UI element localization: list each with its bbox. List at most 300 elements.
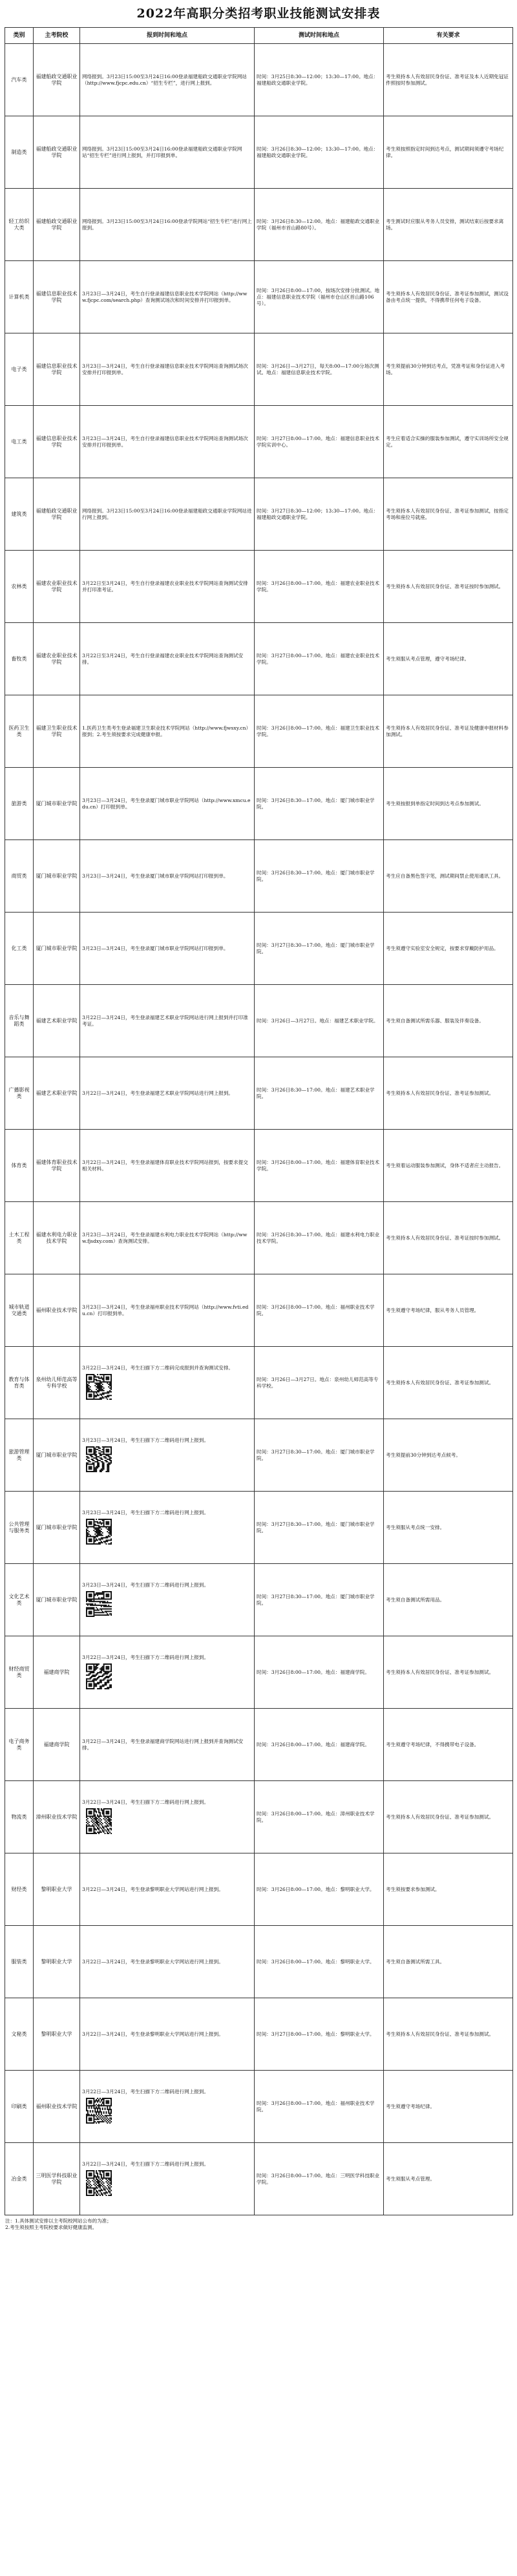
requirements-cell [384,1781,513,1853]
school-text: 厦门城市职业学院 [36,1452,78,1458]
report-text: 3月22日—3月24日，考生扫描下方二维码进行网上报到。 [82,1654,209,1660]
category-text: 城市轨道交通类 [8,1304,30,1316]
school-cell [34,840,80,913]
report-text: 3月22日—3月24日，考生扫描下方二维码进行网上报到。 [82,1799,209,1805]
test-text: 时间：3月26日—3月27日，每天8:00—17:00分场次测试。地点：福建信息职业技术学院。 [257,363,379,375]
school-cell [34,1274,80,1347]
school-cell [34,1564,80,1636]
test-cell [255,1057,384,1130]
requirements-cell [384,1709,513,1781]
table-row [5,985,513,1057]
table-row [5,1274,513,1347]
test-text: 时间：3月26日8:00—17:00。地点：福州职业技术学院。 [257,1304,375,1316]
report-text: 网络报到。3月23日15:00至3月24日16:00登录学院网站“招生专栏”进行网上报到。 [82,218,252,231]
table-row [5,1926,513,1998]
report-cell [80,333,255,406]
test-text: 时间：3月27日8:30—17:00。地点：厦门城市职业学院。 [257,1448,375,1461]
requirements-cell [384,406,513,478]
school-text: 三明医学科技职业学院 [36,2172,78,2185]
category-cell [5,1709,34,1781]
report-text: 3月22日—3月24日，考生登录福建商学院网站进行网上报到并查询测试安排。 [82,1738,244,1751]
category-cell [5,1636,34,1709]
category-cell [5,1202,34,1274]
test-text: 时间：3月27日8:30—12:00；13:30—17:00。地点：福建船政交通职业学院。 [257,507,379,520]
category-cell [5,1998,34,2071]
report-text: 3月22日—3月24日，考生扫描下方二维码进行网上报到。 [82,2160,209,2167]
report-text: 3月23日—3月24日，考生扫描下方二维码进行网上报到。 [82,1581,209,1588]
page-title: 2022年高职分类招考职业技能测试安排表 [136,6,381,21]
requirements-cell [384,1130,513,1202]
school-text: 福建信息职业技术学院 [36,435,78,448]
category-cell [5,1419,34,1492]
report-cell [80,1274,255,1347]
category-text: 电子类 [11,366,27,372]
requirements-text: 考生须持本人有效居民身份证、准考证参加测试。 [386,2031,494,2037]
test-cell [255,1709,384,1781]
requirements-cell [384,1636,513,1709]
test-text: 时间：3月25日8:30—12:00；13:30—17:00。地点：福建船政交通职业学院。 [257,73,379,86]
qr-code-icon [86,1663,112,1689]
report-cell [80,1709,255,1781]
table-row [5,1347,513,1419]
category-cell [5,1492,34,1564]
category-text: 化工类 [11,945,27,951]
table-body [5,44,513,2215]
category-text: 财经类 [11,1886,27,1892]
requirements-text: 考生须持本人有效居民身份证、准考证参加测试。 [386,1090,494,1096]
requirements-cell [384,551,513,623]
test-text: 时间：3月26日8:30—17:00。地点：厦门城市职业学院。 [257,797,375,810]
test-cell [255,1781,384,1853]
school-cell [34,1419,80,1492]
requirements-cell [384,1926,513,1998]
category-text: 电工类 [11,438,27,445]
test-cell [255,1274,384,1347]
schedule-table [5,27,513,2215]
requirements-text: 考生须持本人有效居民身份证、准考证及健康申报材料参加测试。 [386,724,509,737]
requirements-text: 考生须服从考点统一安排。 [386,1524,445,1530]
table-row [5,1564,513,1636]
requirements-text: 考生须遵守考场纪律。 [386,2103,435,2109]
requirements-cell [384,1057,513,1130]
test-cell [255,2071,384,2143]
test-cell [255,406,384,478]
school-text: 福建农业职业技术学院 [36,580,78,593]
requirements-text: 考生须自备测试所需用品。 [386,1596,445,1603]
test-cell [255,261,384,333]
table-row [5,189,513,261]
test-cell [255,1130,384,1202]
school-text: 漳州职业技术学院 [36,1813,78,1820]
requirements-text: 考生须持本人有效居民身份证、准考证参加测试，测试设备由考点统一提供，不得携带任何电子设备。 [386,290,509,303]
header-school: 主考院校 [34,28,80,44]
category-cell [5,623,34,695]
category-text: 农林类 [11,583,27,589]
test-text: 时间：3月27日8:00—17:00。地点：黎明职业大学。 [257,2031,375,2037]
test-cell [255,551,384,623]
test-cell [255,1853,384,1926]
requirements-cell [384,1202,513,1274]
school-cell [34,1057,80,1130]
requirements-text: 考生须自备测试所需乐器、服装及伴奏设备。 [386,1017,484,1024]
report-cell [80,985,255,1057]
test-text: 时间：3月27日8:30—17:00。地点：厦门城市职业学院。 [257,1593,375,1606]
school-text: 黎明职业大学 [41,2031,72,2037]
category-cell [5,1347,34,1419]
category-cell [5,406,34,478]
requirements-cell [384,1347,513,1419]
requirements-text: 考生应自备黑色签字笔，测试期间禁止使用通讯工具。 [386,872,504,879]
table-row [5,116,513,189]
school-text: 福建艺术职业学院 [36,1090,78,1096]
qr-code-icon [86,1374,112,1400]
requirements-text: 考生须持本人有效居民身份证、准考证按时参加测试。 [386,583,504,589]
table-row [5,1492,513,1564]
requirements-text: 考生须遵守考场纪律，不得携带电子设备。 [386,1741,480,1747]
category-text: 电子商务类 [8,1738,30,1751]
category-cell [5,1274,34,1347]
report-cell [80,913,255,985]
test-text: 时间：3月26日8:30—17:00。地点：福建艺术职业学院。 [257,1086,375,1099]
requirements-cell [384,913,513,985]
test-cell [255,840,384,913]
school-text: 福建船政交通职业学院 [36,507,78,520]
table-row [5,913,513,985]
report-text: 3月23日—3月24日，考生登录厦门城市职业学院网站（http://www.xmcu.edu.cn）打印报到单。 [82,797,251,810]
report-text: 网络报到。3月23日15:00至3月24日16:00登录福建船政交通职业学院网站进行网上报到。 [82,507,252,520]
report-text: 3月22日至3月24日，考生自行登录福建农业职业技术学院网站查询测试安排。 [82,652,244,665]
table-row [5,1636,513,1709]
school-cell [34,1347,80,1419]
test-cell [255,623,384,695]
category-cell [5,1781,34,1853]
test-text: 时间：3月26日8:00—17:00。地点：福州职业技术学院。 [257,2100,375,2113]
report-text: 3月22日—3月24日，考生登录黎明职业大学网站进行网上报到。 [82,1958,224,1965]
category-cell [5,913,34,985]
test-text: 时间：3月26日8:30—17:00。地点：福建水利电力职业技术学院。 [257,1231,380,1244]
school-cell [34,1853,80,1926]
table-row [5,1998,513,2071]
report-cell [80,189,255,261]
test-text: 时间：3月26日8:00—17:00。地点：福建卫生职业技术学院。 [257,724,380,737]
category-text: 旅游管理类 [8,1448,30,1461]
test-text: 时间：3月26日8:00—17:00。地点：黎明职业大学。 [257,1886,375,1892]
school-cell [34,623,80,695]
requirements-cell [384,1274,513,1347]
category-text: 汽车类 [11,76,27,83]
test-cell [255,478,384,551]
school-cell [34,913,80,985]
report-cell [80,478,255,551]
table-row [5,478,513,551]
requirements-text: 考生须提前30分钟到达考点候考。 [386,1452,461,1458]
requirements-text: 考生须持本人有效居民身份证、准考证参加测试。 [386,1669,494,1675]
qr-code-icon [86,2098,112,2124]
school-text: 厦门城市职业学院 [36,872,78,879]
category-text: 教育与体育类 [8,1376,30,1389]
school-cell [34,1130,80,1202]
category-cell [5,478,34,551]
requirements-cell [384,985,513,1057]
requirements-text: 考生须持本人有效居民身份证、准考证按时参加测试。 [386,1234,504,1241]
report-text: 3月23日—3月24日，考生扫描下方二维码进行网上报到。 [82,1509,209,1515]
report-cell [80,2143,255,2215]
note-line: 注：1.具体测试安排以主考院校网站公布的为准； [5,2218,112,2224]
requirements-cell [384,333,513,406]
requirements-text: 考生须遵守实验室安全规定，按要求穿戴防护用品。 [386,945,499,951]
table-row [5,1419,513,1492]
test-cell [255,1998,384,2071]
category-text: 建筑类 [11,511,27,517]
report-cell [80,1057,255,1130]
school-cell [34,1781,80,1853]
category-cell [5,189,34,261]
category-text: 文秘类 [11,2031,27,2037]
category-text: 公共管理与服务类 [8,1521,30,1534]
school-cell [34,1202,80,1274]
school-text: 黎明职业大学 [41,1958,72,1965]
qr-code-icon [86,1446,112,1472]
report-cell [80,1130,255,1202]
requirements-text: 考生须持本人有效居民身份证、准考证及本人近期免冠证件照按时参加测试。 [386,73,509,86]
category-text: 医药卫生类 [8,724,30,737]
school-text: 厦门城市职业学院 [36,800,78,807]
test-cell [255,1926,384,1998]
school-text: 福州职业技术学院 [36,2103,78,2109]
category-cell [5,2071,34,2143]
report-cell [80,1564,255,1636]
report-cell [80,840,255,913]
test-text: 时间：3月26日8:30—12:00；13:30—17:00。地点：福建船政交通职业学院。 [257,145,379,158]
school-text: 厦门城市职业学院 [36,945,78,951]
requirements-cell [384,116,513,189]
requirements-text: 考生须自备测试所需工具。 [386,1958,445,1965]
school-text: 福建商学院 [43,1669,70,1675]
school-cell [34,1998,80,2071]
category-text: 冶金类 [11,2175,27,2182]
report-cell [80,1636,255,1709]
report-text: 3月23日—3月24日，考生登录福建水利电力职业技术学院网站（http://www.fjsdxy.com）查询测试安排。 [82,1231,248,1244]
requirements-text: 考生须遵守考场纪律，服从考务人员管理。 [386,1307,480,1313]
requirements-text: 考生须持本人有效居民身份证、准考证参加测试。 [386,1813,494,1820]
test-cell [255,1202,384,1274]
school-cell [34,333,80,406]
school-text: 福建卫生职业技术学院 [36,724,78,737]
table-row [5,261,513,333]
report-text: 3月23日—3月24日，考生登录厦门城市职业学院网站打印报到单。 [82,872,229,879]
requirements-cell [384,44,513,116]
requirements-cell [384,2143,513,2215]
school-cell [34,551,80,623]
school-text: 泉州幼儿师范高等专科学校 [36,1376,78,1389]
requirements-cell [384,768,513,840]
report-text: 3月22日—3月24日，考生扫描下方二维码进行网上报到。 [82,2088,209,2095]
report-text: 3月23日—3月24日，考生自行登录福建信息职业技术学院网站查询测试场次安排并打印报到单。 [82,363,248,375]
report-cell [80,2071,255,2143]
category-text: 文化艺术类 [8,1593,30,1606]
note-line: 2.考生须按照主考院校要求做好健康监测。 [5,2224,98,2230]
requirements-cell [384,1853,513,1926]
school-text: 福建船政交通职业学院 [36,145,78,158]
table-row [5,2071,513,2143]
test-text: 时间：3月26日8:30—12:00。地点：福建船政交通职业学院（福州市首山路80号）。 [257,218,380,231]
report-cell [80,768,255,840]
test-cell [255,1492,384,1564]
requirements-text: 考生须服从考点管理，遵守考场纪律。 [386,655,470,662]
category-cell [5,333,34,406]
school-text: 福建信息职业技术学院 [36,290,78,303]
header-report: 报到时间和地点 [80,28,255,44]
category-cell [5,1130,34,1202]
qr-code-icon [86,1591,112,1617]
category-cell [5,985,34,1057]
school-text: 厦门城市职业学院 [36,1596,78,1603]
report-cell [80,1853,255,1926]
table-row [5,1057,513,1130]
report-cell [80,1419,255,1492]
table-row [5,768,513,840]
table-row [5,44,513,116]
report-text: 3月22日至3月24日，考生自行登录福建农业职业技术学院网站查询测试安排并打印准考证。 [82,580,248,593]
header-category: 类别 [5,28,34,44]
school-cell [34,985,80,1057]
category-cell [5,1057,34,1130]
school-text: 福建体育职业技术学院 [36,1159,78,1172]
report-cell [80,695,255,768]
requirements-cell [384,695,513,768]
school-cell [34,478,80,551]
category-text: 土木工程类 [8,1231,30,1244]
school-cell [34,695,80,768]
requirements-text: 考生测试时应服从考务人员安排，测试结束后按要求离场。 [386,218,504,231]
school-text: 福建商学院 [43,1741,70,1747]
category-cell [5,840,34,913]
category-cell [5,551,34,623]
report-text: 3月22日—3月24日，考生扫描下方二维码完成报到并查询测试安排。 [82,1364,234,1371]
requirements-cell [384,623,513,695]
requirements-cell [384,189,513,261]
test-cell [255,695,384,768]
category-cell [5,1926,34,1998]
report-text: 3月23日—3月24日，考生登录福州职业技术学院网站（http://www.fvti.edu.cn）打印报到单。 [82,1304,249,1316]
report-text: 1.医药卫生类考生登录福建卫生职业技术学院网站（http://www.fjwsxy.cn）报到；2.考生须按要求完成健康申报。 [82,724,251,737]
test-cell [255,985,384,1057]
table-row [5,406,513,478]
test-text: 时间：3月26日8:00—17:00。地点：三明医学科技职业学院。 [257,2172,380,2185]
report-text: 3月22日—3月24日，考生登录福建艺术职业学院网站进行网上报到并打印准考证。 [82,1014,248,1027]
category-text: 服装类 [11,1958,27,1965]
report-text: 3月23日—3月24日，考生自行登录福建信息职业技术学院网站查询测试场次安排并打印报到单。 [82,435,248,448]
category-cell [5,261,34,333]
requirements-cell [384,1419,513,1492]
requirements-cell [384,261,513,333]
test-cell [255,1564,384,1636]
test-text: 时间：3月26日8:00—17:00，按场次安排分批测试。地点：福建信息职业技术学院（福州市仓山区首山路106号）。 [257,287,380,306]
school-cell [34,261,80,333]
test-cell [255,768,384,840]
school-text: 福建水利电力职业技术学院 [36,1231,78,1244]
school-cell [34,44,80,116]
test-text: 时间：3月26日8:30—17:00。地点：厦门城市职业学院。 [257,869,375,882]
school-cell [34,1709,80,1781]
category-text: 畜牧类 [11,655,27,662]
category-cell [5,2143,34,2215]
qr-code-icon [86,2170,112,2196]
test-cell [255,333,384,406]
requirements-cell [384,1564,513,1636]
report-cell [80,406,255,478]
category-text: 体育类 [11,1162,27,1168]
table-header-row [5,28,513,44]
category-text: 制造类 [11,149,27,155]
school-text: 黎明职业大学 [41,1886,72,1892]
requirements-cell [384,478,513,551]
test-cell [255,1419,384,1492]
requirements-text: 考生须持本人有效居民身份证、准考证参加测试，按指定考场和座位号就座。 [386,507,509,520]
requirements-cell [384,2071,513,2143]
report-cell [80,116,255,189]
school-text: 福建农业职业技术学院 [36,652,78,665]
test-cell [255,2143,384,2215]
report-text: 网络报到。3月23日15:00至3月24日16:00登录福建船政交通职业学院网站“招生专栏”进行网上报到，并打印报到单。 [82,145,242,158]
school-cell [34,116,80,189]
test-text: 时间：3月26日8:00—17:00。地点：漳州职业技术学院。 [257,1810,375,1823]
report-cell [80,1926,255,1998]
school-cell [34,1636,80,1709]
school-cell [34,768,80,840]
table-row [5,551,513,623]
test-text: 时间：3月27日8:00—17:00。地点：福建农业职业技术学院。 [257,652,380,665]
category-cell [5,768,34,840]
table-row [5,695,513,768]
category-cell [5,44,34,116]
requirements-cell [384,840,513,913]
table-row [5,1202,513,1274]
test-text: 时间：3月27日8:00—17:00。地点：福建信息职业技术学院实训中心。 [257,435,380,448]
report-text: 3月22日—3月24日，考生登录黎明职业大学网站进行网上报到。 [82,1886,224,1892]
requirements-text: 考生须提前30分钟到达考点，凭准考证和身份证进入考场。 [386,363,505,375]
report-text: 3月23日—3月24日，考生自行登录福建信息职业技术学院网站（http://www.fjcpc.com/search.php）查询测试场次和时间安排并打印报到单。 [82,290,248,303]
report-cell [80,1347,255,1419]
table-row [5,2143,513,2215]
report-text: 3月22日—3月24日，考生登录福建艺术职业学院网站进行网上报到。 [82,1090,234,1096]
category-text: 广播影视类 [8,1086,30,1099]
report-cell [80,1202,255,1274]
test-text: 时间：3月27日8:30—17:00。地点：厦门城市职业学院。 [257,1521,375,1534]
requirements-text: 考生须服从考点管理。 [386,2175,435,2182]
report-cell [80,1492,255,1564]
test-cell [255,1347,384,1419]
test-text: 时间：3月26日8:00—17:00。地点：福建商学院。 [257,1669,370,1675]
school-text: 福建船政交通职业学院 [36,73,78,86]
test-cell [255,189,384,261]
requirements-text: 考生须持本人有效居民身份证、准考证参加测试。 [386,1379,494,1386]
table-row [5,1781,513,1853]
qr-code-icon [86,1519,112,1545]
report-text: 3月22日—3月24日，考生登录黎明职业大学网站进行网上报到。 [82,2031,224,2037]
test-text: 时间：3月27日8:30—17:00。地点：厦门城市职业学院。 [257,942,375,955]
test-text: 时间：3月26日—3月27日。地点：泉州幼儿师范高等专科学校。 [257,1376,379,1389]
category-cell [5,1564,34,1636]
table-row [5,1709,513,1781]
test-text: 时间：3月26日8:00—17:00。地点：福建农业职业技术学院。 [257,580,380,593]
requirements-text: 考生须按报到单指定时间到达考点参加测试。 [386,800,484,807]
report-cell [80,44,255,116]
report-text: 3月23日—3月24日，考生登录厦门城市职业学院网站打印报到单。 [82,945,229,951]
test-text: 时间：3月26日8:00—17:00。地点：黎明职业大学。 [257,1958,375,1965]
school-cell [34,2143,80,2215]
report-cell [80,623,255,695]
